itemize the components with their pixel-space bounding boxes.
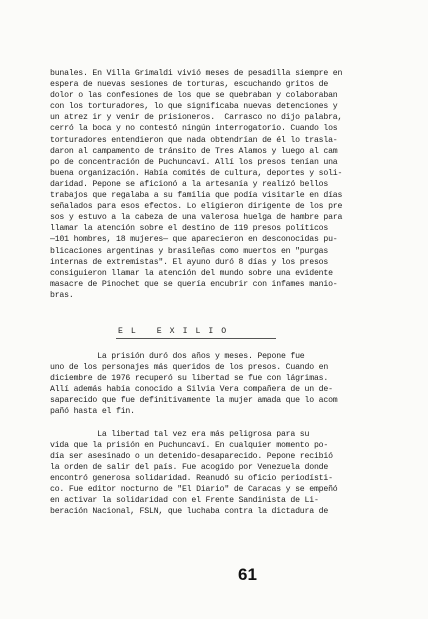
body-line: cerró la boca y no contestó ningún interrogatorio. Cuando los <box>50 124 338 134</box>
body-line: señalados para esos efectos. Lo eligieron dirigente de los pre <box>50 202 343 212</box>
body-line: en activar la solidaridad con el Frente Sandinista de Li- <box>50 496 319 506</box>
section-heading: EL EXILIO <box>118 327 235 336</box>
body-line: diciembre de 1976 recuperó su libertad se fue con lágrimas. <box>50 374 329 384</box>
body-line: bunales. En Villa Grimaldi vivió meses de pesadilla siempre en <box>50 69 343 78</box>
body-line: vida que la prisión en Puchuncaví. En cualquier momento po- <box>50 440 329 450</box>
body-line: llamar la atención sobre el destino de 119 presos políticos <box>50 224 329 234</box>
body-line: daridad. Pepone se aficionó a la artesanía y realizó bellos <box>50 179 329 189</box>
body-line: internas de extremistas". El ayuno duró 8 días y los presos <box>50 257 329 267</box>
body-line: trabajos que regalaba a su familia que podía visitarle en días <box>50 191 343 201</box>
heading-underline <box>116 338 276 339</box>
body-line: pañó hasta el fin. <box>50 407 135 417</box>
body-line: La libertad tal vez era más peligrosa para su <box>50 429 310 439</box>
body-line: blicaciones argentinas y brasileñas como muertos en "purgas <box>50 246 329 256</box>
body-line <box>50 418 374 429</box>
body-line: La prisión duró dos años y meses. Pepone fue <box>50 352 305 361</box>
body-line: saparecido que fue definitivamente la mujer amada que lo acom <box>50 396 338 406</box>
body-line: uno de los personajes más queridos de los presos. Cuando en <box>50 363 329 373</box>
body-line: co. Fue editor nocturno de "El Diario" de Caracas y se empeñó <box>50 485 338 495</box>
body-line: Allí además había conocido a Silvia Vera compañera de un de- <box>50 385 333 395</box>
body-line: sos y estuvo a la cabeza de una valerosa huelga de hambre para <box>50 213 343 223</box>
body-line: —101 hombres, 18 mujeres— que aparecieron en desconocidas pu- <box>50 235 338 245</box>
body-line: un atrez ir y venir de prisioneros. Carrasco no dijo palabra, <box>50 113 343 123</box>
body-line: la orden de salir del país. Fue acogido por Venezuela donde <box>50 462 329 472</box>
body-line: espera de nuevas sesiones de torturas, escuchando gritos de <box>50 80 329 90</box>
body-line: masacre de Pinochet que se quería encubrir con infames manio- <box>50 279 338 289</box>
body-line: daron al campamento de tránsito de Tres Alamos y luego al cam <box>50 146 338 156</box>
body-line: po de concentración de Puchuncaví. Allí los presos tenían una <box>50 157 338 167</box>
body-line: consiguieron llamar la atención del mundo sobre una evidente <box>50 268 333 278</box>
body-line: con los torturadores, lo que significaba nuevas detenciones y <box>50 102 338 112</box>
body-line: beración Nacional, FSLN, que luchaba contra la dictadura de <box>50 507 329 517</box>
body-text-block <box>50 68 374 301</box>
page-number: 61 <box>238 565 257 584</box>
body-line: bras. <box>50 290 74 300</box>
body-line: día ser asesinado o un detenido-desaparecido. Pepone recibió <box>50 451 333 461</box>
body-text-block-2 <box>50 351 374 517</box>
body-line: dolor o las confesiones de los que se quebraban y colaboraban <box>50 91 338 101</box>
body-line: encontró generosa solidaridad. Reanudó su oficio periodísti- <box>50 474 333 484</box>
body-line: buena organización. Había comités de cultura, deportes y soli- <box>50 168 343 178</box>
body-line: torturadores entendieron que nada obtendrían de él lo trasla- <box>50 135 338 145</box>
